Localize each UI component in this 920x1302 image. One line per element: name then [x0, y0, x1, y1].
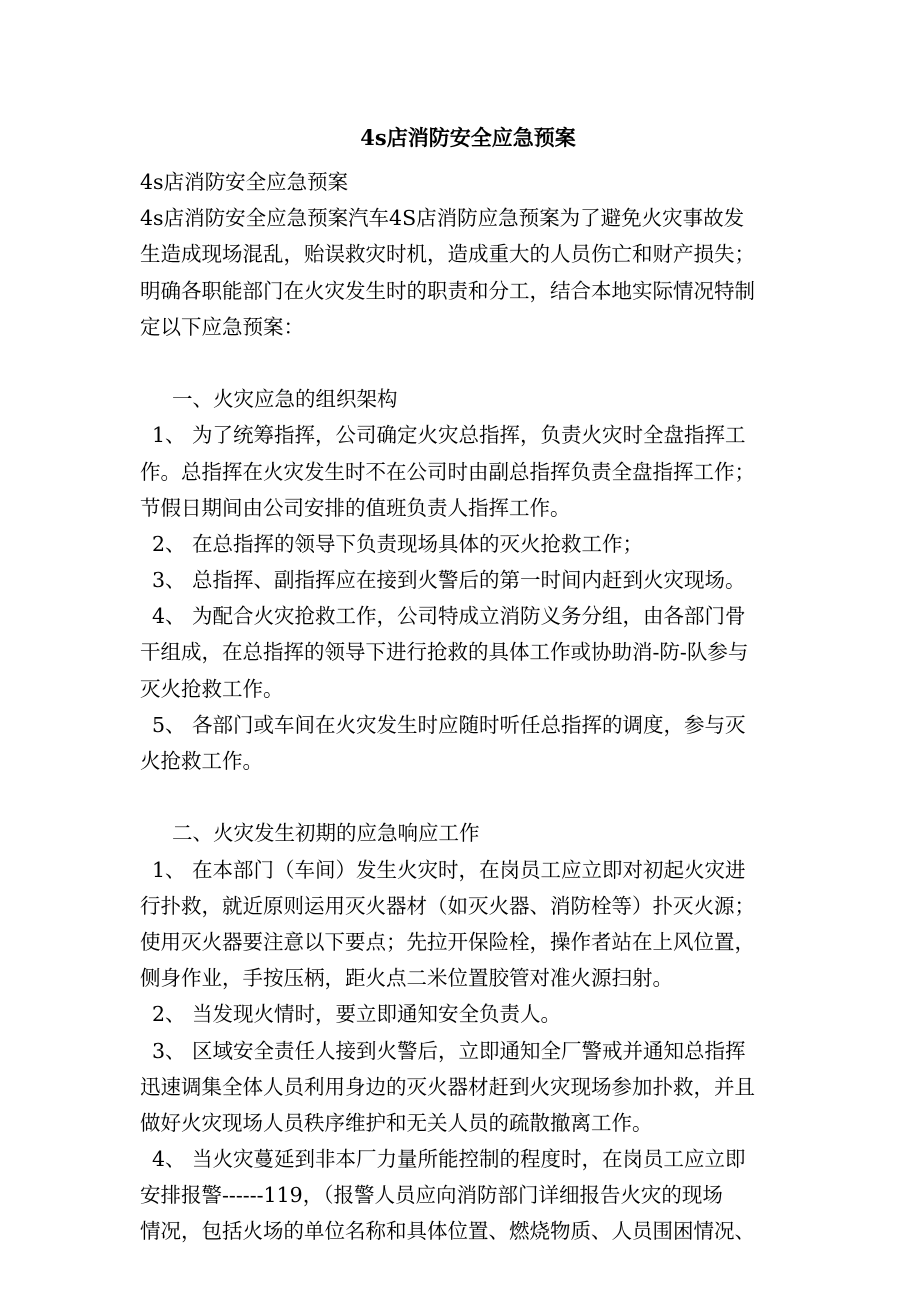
text-line: 1、 在本部门（车间）发生火灾时，在岗员工应立即对初起火灾进 — [152, 857, 746, 882]
text-line: 二、火灾发生初期的应急响应工作 — [172, 821, 480, 846]
text-line: 行扑救，就近原则运用灭火器材（如灭火器、消防栓等）扑灭火源； — [140, 893, 755, 918]
text-line: 作。总指挥在火灾发生时不在公司时由副总指挥负责全盘指挥工作； — [140, 459, 755, 484]
blank-line — [140, 345, 796, 381]
text-line: 使用灭火器要注意以下要点；先拉开保险栓，操作者站在上风位置， — [140, 929, 755, 954]
text-line: 4、 当火灾蔓延到非本厂力量所能控制的程度时，在岗员工应立即 — [152, 1147, 746, 1172]
blank-line — [140, 779, 796, 815]
text-line: 干组成，在总指挥的领导下进行抢救的具体工作或协助消-防-队参与 — [140, 640, 749, 665]
text-line: 做好火灾现场人员秩序维护和无关人员的疏散撤离工作。 — [140, 1110, 653, 1135]
text-line: 侧身作业，手按压柄，距火点二米位置胶管对准火源扫射。 — [140, 966, 673, 991]
text-line: 明确各职能部门在火灾发生时的职责和分工，结合本地实际情况特制 — [140, 278, 755, 303]
text-line: 节假日期间由公司安排的值班负责人指挥工作。 — [140, 495, 571, 520]
text-line: 3、 总指挥、副指挥应在接到火警后的第一时间内赶到火灾现场。 — [152, 568, 746, 593]
text-line: 5、 各部门或车间在火灾发生时应随时听任总指挥的调度，参与灭 — [152, 712, 746, 737]
text-line: 2、 在总指挥的领导下负责现场具体的灭火抢救工作； — [152, 531, 644, 556]
text-line: 火抢救工作。 — [140, 749, 263, 773]
text-line: 迅速调集全体人员利用身边的灭火器材赶到火灾现场参加扑救，并且 — [140, 1074, 755, 1099]
text-line: 一、火灾应急的组织架构 — [172, 387, 398, 412]
text-line: 2、 当发现火情时，要立即通知安全负责人。 — [152, 1002, 562, 1027]
document-body — [140, 164, 796, 1250]
text-line: 生造成现场混乱，贻误救灾时机，造成重大的人员伤亡和财产损失； — [140, 242, 755, 267]
text-line: 3、 区域安全责任人接到火警后，立即通知全厂警戒并通知总指挥 — [152, 1038, 746, 1063]
text-line: 4s店消防安全应急预案汽车4S店消防应急预案为了避免火灾事故发 — [140, 206, 745, 231]
text-line: 安排报警------119，（报警人员应向消防部门详细报告火灾的现场 — [140, 1183, 723, 1208]
text-line: 定以下应急预案： — [140, 314, 304, 339]
text-line: 情况，包括火场的单位名称和具体位置、燃烧物质、人员围困情况、 — [140, 1219, 755, 1244]
text-line: 灭火抢救工作。 — [140, 676, 284, 701]
text-line: 4s店消防安全应急预案 — [140, 170, 349, 194]
document-title: 4s店消防安全应急预案 — [360, 125, 576, 150]
text-line: 1、 为了统筹指挥，公司确定火灾总指挥，负责火灾时全盘指挥工 — [152, 423, 746, 448]
text-line: 4、 为配合火灾抢救工作，公司特成立消防义务分组，由各部门骨 — [152, 604, 746, 629]
